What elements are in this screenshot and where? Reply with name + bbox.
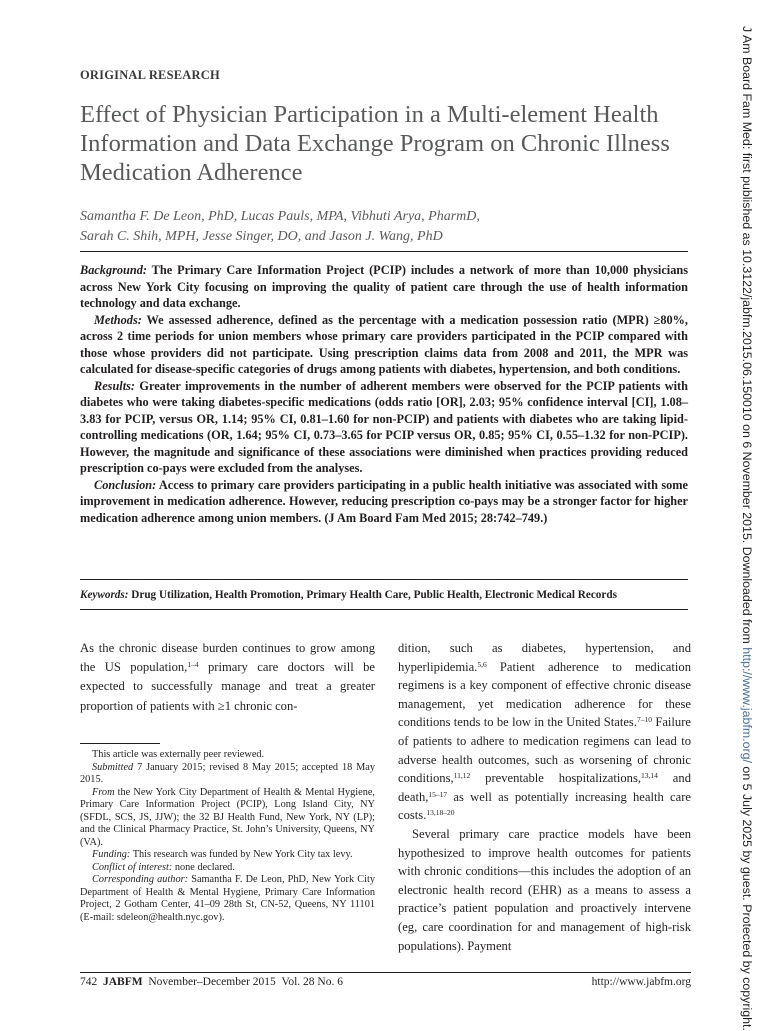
keywords [80,588,688,603]
footnote-text: This research was funded by New York City tax levy. [130,849,353,860]
abstract-text: We assessed adherence, defined as the percentage with a medication possession ratio (MPR) ≥80%, across 2 time periods for union members whose primary care providers participated in the PCIP compared with those whose providers did not participate. Using prescription claims data from 2008 and 2011, the MPR was calculated for disease-specific categories of drugs among patients with diabetes, hypertension, and both conditions. [80,312,688,376]
body-text-run: preventable hospitalizations, [470,771,642,786]
footnote-rule [80,743,160,744]
keywords-top-rule [80,579,688,580]
footnotes [80,749,375,924]
article-title: Effect of Physician Participation in a Multi-element Health Information and Data Exchange Program on Chronic Illness Medication Adherence [80,101,670,186]
side-note-text: J Am Board Fam Med: first published as 10.3122/jabfm.2015.06.150010 on 6 November 2015. Downloaded from [740,26,754,648]
section-label: ORIGINAL RESEARCH [80,68,220,82]
running-footer [80,976,343,988]
footnote-funding [80,849,375,862]
body-paragraph [398,639,691,825]
footnote-peer-review: This article was externally peer reviewed. [92,749,265,760]
journal-url-link[interactable]: http://www.jabfm.org [591,976,691,988]
author-line: Sarah C. Shih, MPH, Jesse Singer, DO, and Jason J. Wang, PhD [80,229,443,244]
footnote-label: Corresponding author: [92,874,189,885]
abstract-text: Greater improvements in the number of adherent members were observed for the PCIP patients with diabetes who were taking diabetes-specific medications (odds ratio [OR], 2.03; 95% confidence interval [CI], 1.08–3.83 for PCIP, versus OR, 1.14; 95% CI, 0.81–1.60 for non-PCIP) and patients with diabetes who are taking lipid-controlling medications (OR, 1.64; 95% CI, 0.73–3.65 for PCIP versus OR, 0.85; 95% CI, 0.55–1.32 for non-PCIP). However, the magnitude and significance of these associations were diminished when practices providing reduced prescription co-pays were excluded from the analyses. [80,378,688,475]
footnote-label: Conflict of interest: [92,861,173,873]
abstract-results [80,378,688,477]
footnote-text: none declared. [172,861,235,873]
body-text-right [398,639,691,955]
author-list [80,207,700,247]
footnote-text: Samantha F. De Leon, PhD, New York City Department of Health & Mental Hygiene, Primary Care Information Project, 2 Gotham Center, 41–09 28th St, CN-52, Queens, NY 11101 (E-mail: sdeleon@health.nyc.gov). [80,874,375,923]
download-link[interactable]: http://www.jabfm.org/ [740,647,754,763]
abstract-methods [80,312,688,378]
body-text-run: primary care doctors will be expected to successfully manage and treat a greater proportion of patients with ≥1 chronic con- [80,660,375,713]
footnote-corresponding-author [80,874,375,924]
citation-superscript: 13,18–20 [426,808,455,818]
body-text-run: and death, [398,771,691,804]
journal-name: JABFM [103,976,143,988]
body-text-run: as well as potentially increasing health care costs. [398,789,691,823]
body-paragraph: Several primary care practice models have been hypothesized to improve health outcomes for patients with chronic conditions—this includes the adoption of an electronic health record (EHR) as a means to assess a practice’s patient population and proactively intervene (eg, care coordination for and management of high-risk populations). Payment [398,826,691,953]
abstract-label: Conclusion: [94,477,157,492]
body-text-left [80,639,375,716]
citation-superscript: 15–17 [428,789,448,799]
citation-superscript: 5,6 [477,659,487,669]
abstract-label: Results: [94,378,135,393]
issue-date: November–December 2015 [148,976,276,988]
footer-rule [80,972,691,973]
abstract-label: Background: [80,263,147,277]
keywords-label: Keywords: [80,589,129,601]
body-text-run: dition, such as diabetes, hypertension, and hyperlipidemia. [398,641,691,674]
body-text-run: Failure of patients to adhere to medication regimens can lead to adverse health outcomes, such as worsening of chronic conditions, [398,715,691,786]
page-number: 742 [80,976,98,988]
abstract-text: Access to primary care providers participating in a public health initiative was associated with some improvement in medication adherence. However, reducing prescription co-pays may be a stronger factor for higher medication adherence among union members. (J Am Board Fam Med 2015; 28:742–749.) [80,477,688,525]
footnote-affiliation [80,787,375,850]
abstract-background [80,262,688,312]
volume-issue: Vol. 28 No. 6 [281,976,343,988]
footnote-text: the New York City Department of Health & Mental Hygiene, Primary Care Information Project (PCIP), Long Island City, NY (SFDL, SCS, JS, JJW); the 32 BJ Health Fund, New York, NY (LP); and the Clinical Pharmacy Practice, St. John’s University, Queens, NY (VA). [80,786,375,848]
citation-superscript: 13,14 [641,771,658,781]
side-note-text: on 5 July 2025 by guest. Protected by copyright. [740,762,754,1031]
abstract-top-rule [80,251,688,252]
abstract-conclusion [80,477,688,527]
author-line: Samantha F. De Leon, PhD, Lucas Pauls, MPA, Vibhuti Arya, PharmD, [80,209,480,224]
footnote-label: Funding: [92,849,131,860]
citation-superscript: 11,12 [453,771,471,781]
footnote-label: Submitted [92,761,134,773]
abstract [80,262,688,526]
copyright-side-note [736,26,758,1031]
keywords-text: Drug Utilization, Health Promotion, Primary Health Care, Public Health, Electronic Medical Records [128,589,617,601]
footnote-conflict [80,862,375,875]
abstract-text: The Primary Care Information Project (PCIP) includes a network of more than 10,000 physicians across New York City focusing on improving the quality of patient care through the use of health information technology and data exchange. [80,263,688,310]
footnote-label: From [92,786,115,798]
abstract-label: Methods: [94,312,142,327]
body-text-run: As the chronic disease burden continues to grow among the US population, [80,641,375,675]
body-text-run: Patient adherence to medication regimens is a key component of effective chronic disease management, yet medication adherence for these conditions tends to be low in the United States. [398,659,691,730]
citation-superscript: 1–4 [187,660,199,670]
keywords-bottom-rule [80,609,688,610]
footnote-text: 7 January 2015; revised 8 May 2015; accepted 18 May 2015. [80,761,375,785]
footnote-submitted [80,762,375,787]
citation-superscript: 7–10 [636,715,652,725]
